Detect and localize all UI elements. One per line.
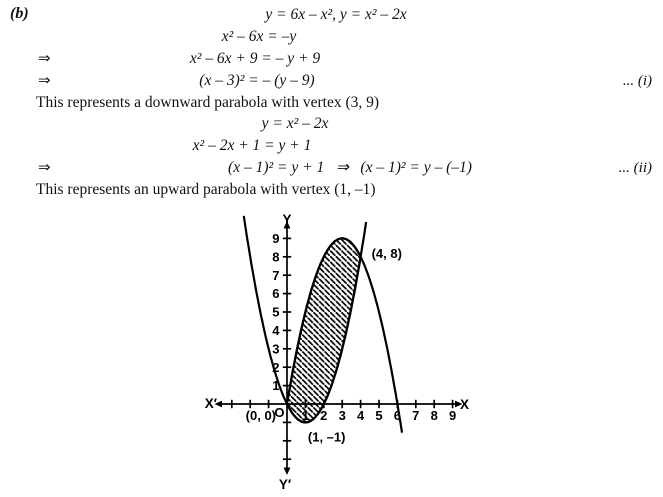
equation-number-ii: ... (ii) bbox=[618, 160, 652, 176]
x-tick-label: 6 bbox=[393, 408, 402, 423]
equation-step-4: (x – 3)² = – (y – 9) bbox=[199, 72, 315, 89]
x-tick-label: 2 bbox=[320, 408, 328, 423]
x-tick-label: 4 bbox=[356, 408, 365, 423]
equation-number-i: ... (i) bbox=[622, 73, 652, 89]
equation-step-5: y = x² – 2x bbox=[261, 115, 329, 132]
y-tick-label: 8 bbox=[272, 249, 280, 265]
point-label: (0, 0) bbox=[245, 408, 276, 423]
implies-symbol: ⇒ bbox=[38, 51, 51, 67]
x-tick-label: 8 bbox=[430, 408, 438, 423]
origin-label: O bbox=[274, 405, 285, 420]
y-tick-label: 9 bbox=[272, 231, 280, 246]
y-axis-label: Y bbox=[282, 212, 292, 227]
equation-step-7: (x – 1)² = y + 1 ⇒ (x – 1)² = y – (–1) bbox=[228, 159, 472, 176]
x-tick-label: 9 bbox=[448, 408, 457, 423]
equation-step-1: y = 6x – x², y = x² – 2x bbox=[265, 6, 407, 23]
equation-step-3: x² – 6x + 9 = – y + 9 bbox=[189, 50, 321, 67]
y-tick-label: 7 bbox=[272, 267, 280, 283]
x-axis-label: X bbox=[460, 397, 470, 412]
statement-downward-parabola: This represents a downward parabola with vertex (3, 9) bbox=[36, 94, 380, 111]
point-label: (1, –1) bbox=[307, 429, 346, 445]
y-neg-axis-label: Y′ bbox=[278, 477, 292, 492]
y-tick-label: 1 bbox=[272, 378, 280, 394]
y-axis-arrow-bottom bbox=[284, 468, 291, 476]
equation-step-2: x² – 6x = –y bbox=[221, 28, 297, 45]
y-tick-label: 5 bbox=[272, 304, 280, 320]
y-tick-label: 2 bbox=[272, 359, 280, 375]
equation-step-6: x² – 2x + 1 = y + 1 bbox=[192, 137, 312, 154]
x-tick-label: 5 bbox=[375, 408, 383, 423]
x-tick-label: 7 bbox=[412, 408, 420, 423]
y-tick-label: 6 bbox=[272, 286, 280, 302]
part-label: (b) bbox=[10, 5, 29, 22]
x-neg-axis-label: X′ bbox=[204, 396, 217, 411]
shaded-region bbox=[287, 238, 361, 422]
implies-symbol: ⇒ bbox=[38, 160, 51, 176]
implies-symbol: ⇒ bbox=[38, 73, 51, 89]
point-label: (4, 8) bbox=[371, 245, 402, 261]
statement-upward-parabola: This represents an upward parabola with vertex (1, –1) bbox=[36, 181, 376, 198]
parabola-graph bbox=[190, 200, 480, 496]
x-tick-label: 3 bbox=[338, 408, 346, 423]
y-tick-label: 3 bbox=[272, 341, 280, 357]
y-tick-label: 4 bbox=[272, 323, 280, 338]
